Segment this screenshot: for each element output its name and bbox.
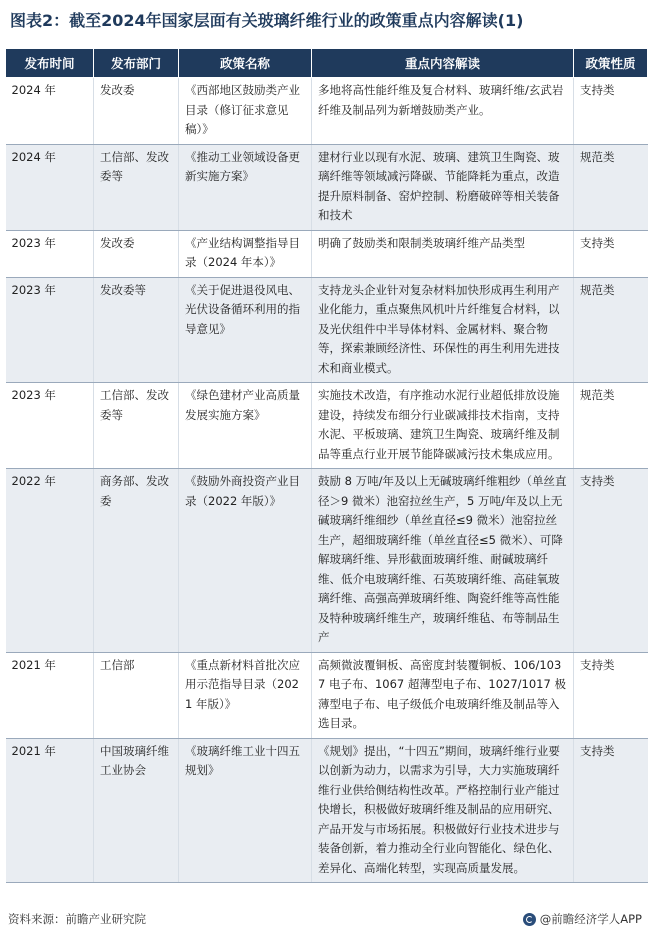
cell-nature: 支持类 <box>574 652 648 738</box>
cell-dept: 中国玻璃纤维工业协会 <box>94 738 179 883</box>
cell-policy: 《鼓励外商投资产业目录（2022 年版）》 <box>179 469 312 653</box>
source-note: 资料来源：前瞻产业研究院 <box>8 912 146 926</box>
cell-nature: 支持类 <box>574 230 648 277</box>
cell-date: 2024 年 <box>6 144 94 230</box>
cell-date: 2023 年 <box>6 230 94 277</box>
cell-policy: 《关于促进退役风电、光伏设备循环利用的指导意见》 <box>179 277 312 383</box>
cell-content: 明确了鼓励类和限制类玻璃纤维产品类型 <box>312 230 574 277</box>
cell-content: 支持龙头企业针对复杂材料加快形成再生利用产业化能力，重点聚焦风机叶片纤维复合材料，以及光伏组件中半导体材料、金属材料、聚合物等，探索兼顾经济性、环保性的再生利用先进技术和商业模式。 <box>312 277 574 383</box>
column-header-dept: 发布部门 <box>94 49 179 78</box>
column-header-date: 发布时间 <box>6 49 94 78</box>
cell-policy: 《绿色建材产业高质量发展实施方案》 <box>179 383 312 469</box>
cell-date: 2022 年 <box>6 469 94 653</box>
cell-content: 建材行业以现有水泥、玻璃、建筑卫生陶瓷、玻璃纤维等领域减污降碳、节能降耗为重点，改造提升原料制备、窑炉控制、粉磨破碎等相关装备和技术 <box>312 144 574 230</box>
page-title: 图表2：截至2024年国家层面有关玻璃纤维行业的政策重点内容解读(1) <box>10 11 524 30</box>
table-row <box>6 230 648 277</box>
brand-logo-icon <box>523 913 536 926</box>
cell-dept: 发改委 <box>94 78 179 145</box>
cell-dept: 发改委 <box>94 230 179 277</box>
cell-date: 2023 年 <box>6 383 94 469</box>
cell-nature: 规范类 <box>574 383 648 469</box>
cell-policy: 《产业结构调整指导目录（2024 年本）》 <box>179 230 312 277</box>
cell-nature: 支持类 <box>574 469 648 653</box>
cell-content: 高频微波覆铜板、高密度封装覆铜板、106/1037 电子布、1067 超薄型电子布、1027/1017 极薄型电子布、电子级低介电玻璃纤维及制品等入选目录。 <box>312 652 574 738</box>
cell-content: 多地将高性能纤维及复合材料、玻璃纤维/玄武岩纤维及制品列为新增鼓励类产业。 <box>312 78 574 145</box>
cell-nature: 规范类 <box>574 144 648 230</box>
table-header-row <box>6 49 648 78</box>
cell-dept: 工信部、发改委等 <box>94 383 179 469</box>
cell-content: 实施技术改造，有序推动水泥行业超低排放设施建设，持续发布细分行业碳减排技术指南，支持水泥、平板玻璃、建筑卫生陶瓷、玻璃纤维及制品等重点行业开展节能降碳减污技术集成应用。 <box>312 383 574 469</box>
table-row <box>6 738 648 883</box>
cell-date: 2023 年 <box>6 277 94 383</box>
cell-dept: 工信部、发改委等 <box>94 144 179 230</box>
cell-policy: 《玻璃纤维工业十四五规划》 <box>179 738 312 883</box>
table-row <box>6 469 648 653</box>
cell-dept: 商务部、发改委 <box>94 469 179 653</box>
cell-content: 《规划》提出，“十四五”期间，玻璃纤维行业要以创新为动力，以需求为引导，大力实施玻璃纤维行业供给侧结构性改革。严格控制行业产能过快增长，积极做好玻璃纤维及制品的应用研究、产品开发与市场拓展。积极做好行业技术进步与装备创新，着力推动全行业向智能化、绿色化、差异化、高端化转型，实现高质量发展。 <box>312 738 574 883</box>
cell-policy: 《西部地区鼓励类产业目录（修订征求意见稿）》 <box>179 78 312 145</box>
table-row <box>6 78 648 145</box>
cell-dept: 发改委等 <box>94 277 179 383</box>
brand-credit-text: @前瞻经济学人APP <box>539 912 642 926</box>
table-row <box>6 383 648 469</box>
brand-credit <box>523 911 642 927</box>
cell-policy: 《重点新材料首批次应用示范指导目录（2021 年版）》 <box>179 652 312 738</box>
table-row <box>6 144 648 230</box>
column-header-policy: 政策名称 <box>179 49 312 78</box>
cell-policy: 《推动工业领域设备更新实施方案》 <box>179 144 312 230</box>
cell-date: 2021 年 <box>6 738 94 883</box>
cell-dept: 工信部 <box>94 652 179 738</box>
cell-date: 2024 年 <box>6 78 94 145</box>
cell-date: 2021 年 <box>6 652 94 738</box>
column-header-nature: 政策性质 <box>574 49 648 78</box>
column-header-content: 重点内容解读 <box>312 49 574 78</box>
cell-nature: 支持类 <box>574 738 648 883</box>
cell-nature: 支持类 <box>574 78 648 145</box>
policy-table <box>5 48 648 883</box>
cell-content: 鼓励 8 万吨/年及以上无碱玻璃纤维粗纱（单丝直径＞9 微米）池窑拉丝生产，5 万吨/年及以上无碱玻璃纤维细纱（单丝直径≤9 微米）池窑拉丝生产，超细玻璃纤维（单丝直径≤5 微米）、可降解玻璃纤维、异形截面玻璃纤维、耐碱玻璃纤维、低介电玻璃纤维、石英玻璃纤维、高硅氧玻璃纤维、高强高弹玻璃纤维、陶瓷纤维等高性能及特种玻璃纤维生产，玻璃纤维毡、布等制品生产 <box>312 469 574 653</box>
table-row <box>6 277 648 383</box>
table-row <box>6 652 648 738</box>
cell-nature: 规范类 <box>574 277 648 383</box>
